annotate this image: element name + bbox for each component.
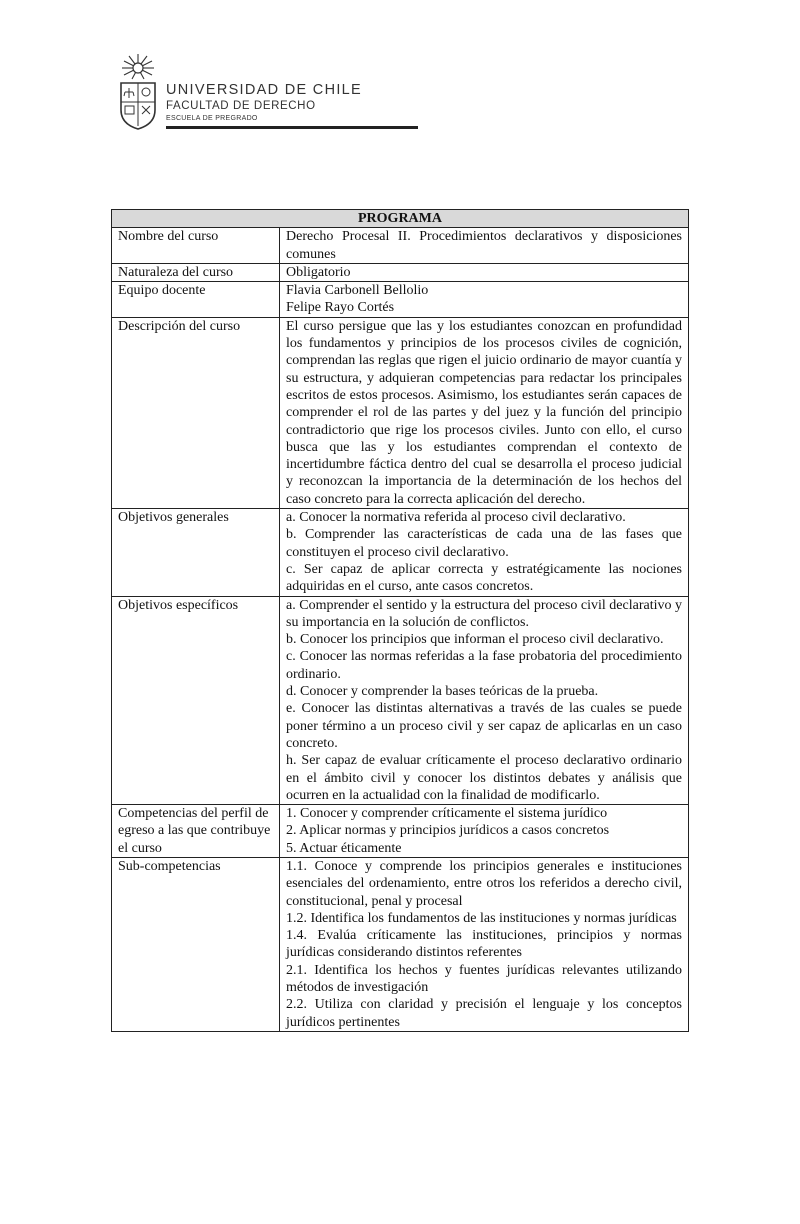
institution-header [116,52,363,132]
competencies-label: Competencias del perfil de egreso a las que contribuye el curso [112,805,280,858]
specific-objective-item: e. Conocer las distintas alternativas a través de las cuales se puede poner término a un proceso civil y ser capaz de aplicarlas en un caso concreto. [286,701,682,751]
sub-competency-item: 1.4. Evalúa críticamente las instituciones, principios y normas jurídicas considerando distintos referentes [286,928,682,961]
specific-objectives-row [112,596,689,805]
description-value: El curso persigue que las y los estudiantes conozcan en profundidad los fundamentos y principios de los procesos civiles de cognición, comprendan las reglas que rigen el juicio ordinario de mayor cuantía y su estructura, y adquieran competencias para redactar los principales escritos de estos procesos. Asimismo, los estudiantes serán capaces de comprender el rol de las partes y del juez y la función del principio contradictorio que rige los procesos civiles. Junto con ello, el curso busca que las y los estudiantes comprendan el contexto de incertidumbre fáctica dentro del cual se desarrolla el proceso judicial y reconozcan la importancia de la determinación de los hechos del caso concreto para la correcta aplicación del derecho. [280,317,689,508]
nature-value: Obligatorio [280,263,689,281]
sub-competencies-row [112,857,689,1031]
general-objectives-value [280,509,689,596]
general-objectives-label: Objetivos generales [112,509,280,596]
program-header-row [112,210,689,228]
general-objective-item: a. Conocer la normativa referida al proceso civil declarativo. [286,510,626,526]
competency-item: 2. Aplicar normas y principios jurídicos a casos concretos [286,823,610,839]
header-divider [166,126,418,129]
sub-competency-item: 1.1. Conoce y comprende los principios generales e instituciones esenciales del ordenamiento, entre otros los referidos a derecho civil, constitucional, penal y procesal [286,858,682,909]
sub-competency-item: 2.2. Utiliza con claridad y precisión el lenguaje y los conceptos jurídicos pertinentes [286,997,682,1030]
course-name-row [112,228,689,264]
specific-objective-item: a. Comprender el sentido y la estructura del proceso civil declarativo y su importancia en la solución de conflictos. [286,597,682,630]
nature-label: Naturaleza del curso [112,263,280,281]
specific-objective-item: b. Conocer los principios que informan el proceso civil declarativo. [286,632,664,648]
institution-names [166,82,362,124]
description-row [112,317,689,508]
team-member: Flavia Carbonell Bellolio [286,283,429,299]
team-value [280,282,689,318]
course-name-label: Nombre del curso [112,228,280,264]
competency-item: 1. Conocer y comprender críticamente el sistema jurídico [286,806,608,822]
faculty-name: FACULTAD DE DERECHO [166,100,316,112]
course-name-value: Derecho Procesal II. Procedimientos declarativos y disposiciones comunes [280,228,689,264]
team-member: Felipe Rayo Cortés [286,300,395,316]
program-table [111,209,689,1032]
specific-objective-item: d. Conocer y comprender la bases teóricas de la prueba. [286,684,599,700]
specific-objectives-value [280,596,689,805]
sub-competency-item: 2.1. Identifica los hechos y fuentes jurídicas relevantes utilizando métodos de investigación [286,962,682,996]
competency-item: 5. Actuar éticamente [286,840,402,856]
team-row [112,282,689,318]
general-objective-item: b. Comprender las características de cada una de las fases que constituyen el proceso civil declarativo. [286,527,682,560]
general-objective-item: c. Ser capaz de aplicar correcta y estratégicamente las nociones adquiridas en el curso, ante casos concretos. [286,561,682,595]
sub-competency-item: 1.2. Identifica los fundamentos de las instituciones y normas jurídicas [286,910,677,926]
nature-row [112,263,689,281]
school-name: ESCUELA DE PREGRADO [166,115,258,122]
sub-competencies-value [280,857,689,1031]
competencies-value [280,805,689,858]
university-name: UNIVERSIDAD DE CHILE [166,82,363,98]
specific-objective-item: h. Ser capaz de evaluar críticamente el proceso declarativo ordinario en el ámbito civil y conocer los distintos debates y análisis que ocurren en la actualidad con la finalidad de modificarlo. [286,753,682,803]
university-seal-logo [116,52,160,130]
sub-competencies-label: Sub-competencias [112,857,280,1031]
program-title: PROGRAMA [112,210,689,228]
description-label: Descripción del curso [112,317,280,508]
competencies-row [112,805,689,858]
team-label: Equipo docente [112,282,280,318]
general-objectives-row [112,509,689,596]
specific-objective-item: c. Conocer las normas referidas a la fase probatoria del procedimiento ordinario. [286,649,682,682]
specific-objectives-label: Objetivos específicos [112,596,280,805]
